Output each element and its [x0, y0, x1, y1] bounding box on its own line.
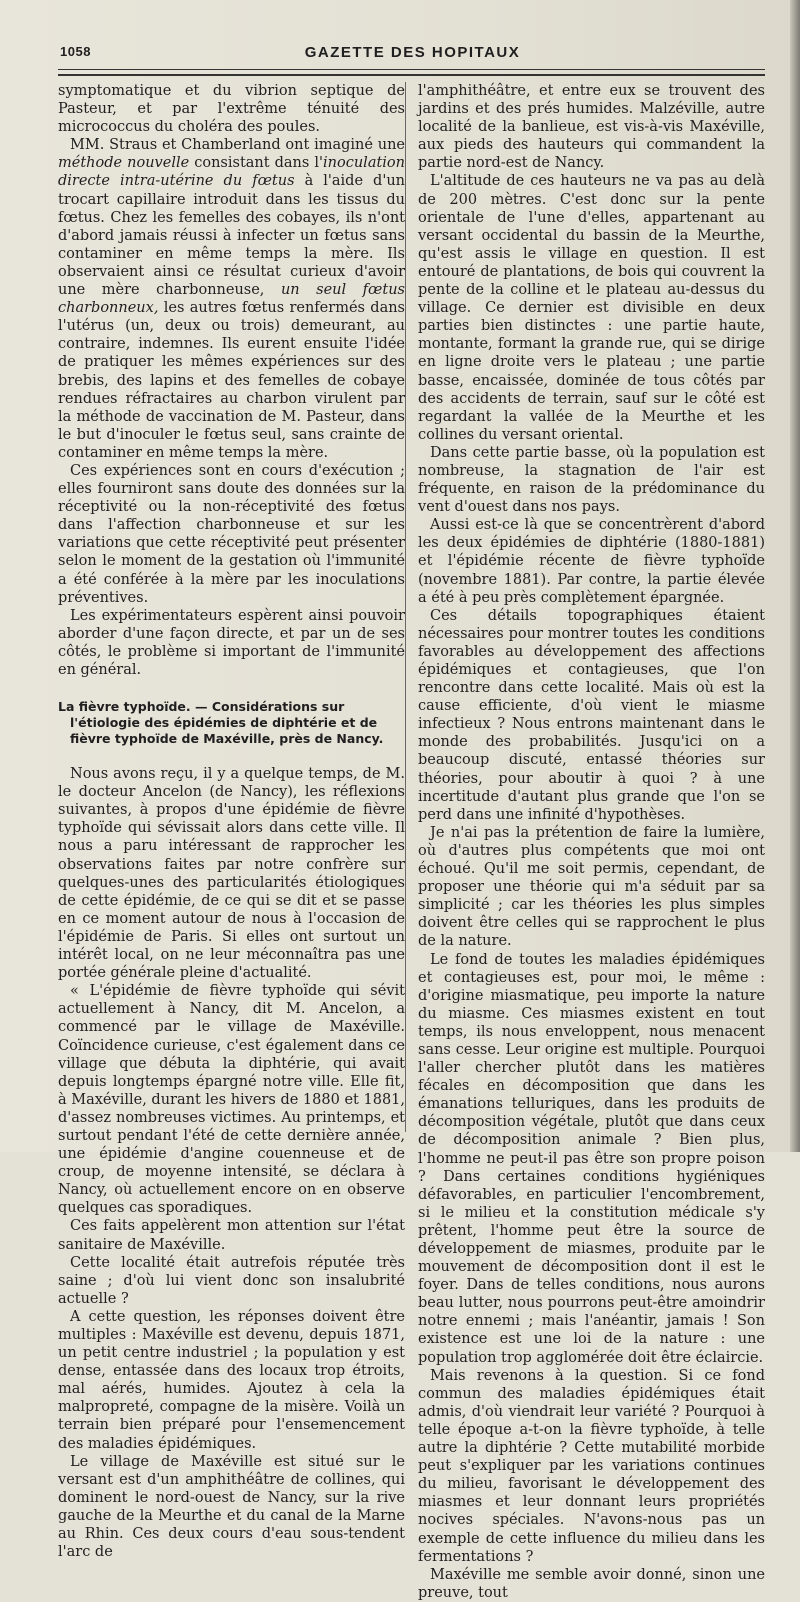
paragraph: Ces détails topographiques étaient nécessaires pour montrer toutes les conditions favorables au développement des affections épidémiques et contagieuses, que l'on rencontre dans cette localité. Mais où est la cause efficiente, d'où vient le miasme infectieux ? Nous entrons maintenant dans le monde des probabilités. Jusqu'ici on a beaucoup discuté, entassé théories sur théories, pour aboutir à quoi ? à une incertitude d'autant plus grande que l'on se perd dans une infinité d'hypothèses.	[418, 607, 765, 823]
page-number: 1058	[60, 44, 91, 59]
paragraph: Le fond de toutes les maladies épidémiques et contagieuses est, pour moi, le même : d'origine miasmatique, peu importe la nature du miasme. Ces miasmes existent en tout temps, ils nous enveloppent, nous menacent sans cesse. Leur origine est multiple. Pourquoi l'aller chercher plutôt dans les matières fécales en décomposition que dans les émanations telluriques, dans les produits de décomposition végétale, plutôt que dans ceux de décomposition animale ? Bien plus, l'homme ne peut-il pas être son propre poison ? Dans certaines conditions hygiéniques défavorables, en particulier l'encombrement, si le milieu et la constitution médicale s'y prêtent, l'homme peut être la source de développement de miasmes, produite par le mouvement de décomposition dont il est le foyer. Dans de telles conditions, nous aurons beau lutter, nous pourrons peut-être amoindrir notre ennemi ; mais l'anéantir, jamais ! Son existence est une loi de la nature : une population trop agglomérée doit être éclaircie.	[418, 951, 765, 1366]
paragraph: Je n'ai pas la prétention de faire la lumière, où d'autres plus compétents que moi ont échoué. Qu'il me soit permis, cependant, de proposer une théorie qui m'a séduit par sa simplicité ; car les théories les plus simples doivent être celles qui se rapprochent le plus de la nature.	[418, 824, 765, 950]
paragraph: Le village de Maxéville est situé sur le versant est d'un amphithéâtre de collines, qui dominent le nord-ouest de Nancy, sur la rive gauche de la Meurthe et du canal de la Marne au Rhin. Ces deux cours d'eau sous-tendent l'arc de	[58, 1453, 405, 1561]
paragraph: « L'épidémie de fièvre typhoïde qui sévit actuellement à Nancy, dit M. Ancelon, a commencé par le village de Maxéville. Coïncidence curieuse, c'est également dans ce village que débuta la diphtérie, qui avait depuis longtemps épargné notre ville. Elle fit, à Maxéville, durant les hivers de 1880 et 1881, d'assez nombreuses victimes. Au printemps, et surtout pendant l'été de cette dernière année, une épidémie d'angine couenneuse et de croup, de moyenne intensité, se déclara à Nancy, où actuellement encore on en observe quelques cas sporadiques.	[58, 983, 405, 1217]
page-header	[60, 44, 765, 66]
paragraph: Maxéville me semble avoir donné, sinon une preuve, tout	[418, 1566, 765, 1601]
paragraph: Ces expériences sont en cours d'exécution ; elles fourniront sans doute des données sur la réceptivité ou la non-réceptivité des fœtus dans l'affection charbonneuse et sur les variations que cette réceptivité peut présenter selon le moment de la gestation où l'immunité a été conférée à la mère par les inoculations préventives.	[58, 462, 405, 606]
page-edge-shadow	[790, 0, 800, 1152]
paragraph: Aussi est-ce là que se concentrèrent d'abord les deux épidémies de diphtérie (1880-1881) et l'épidémie récente de fièvre typhoïde (novembre 1881). Par contre, la partie élevée a été à peu près complètement épargnée.	[418, 517, 765, 606]
paragraph: A cette question, les réponses doivent être multiples : Maxéville est devenu, depuis 1871, un petit centre industriel ; la population y est dense, entassée dans des locaux trop étroits, mal aérés, humides. Ajoutez à cela la malpropreté, compagne de la misère. Voilà un terrain bien préparé pour l'ensemencement des maladies épidémiques.	[58, 1308, 405, 1452]
header-rule-thin	[58, 69, 765, 70]
journal-title: GAZETTE DES HOPITAUX	[304, 44, 521, 61]
paragraph: Nous avons reçu, il y a quelque temps, de M. le docteur Ancelon (de Nancy), les réflexions suivantes, à propos d'une épidémie de fièvre typhoïde qui sévissait alors dans cette ville. Il nous a paru intéressant de rapprocher les observations faites par notre confrère sur quelques-unes des particularités étiologiques de cette épidémie, de ce qui se dit et se passe en ce moment autour de nous à l'occasion de l'épidémie de Paris. Si elles ont surtout un intérêt local, on ne leur méconnaîtra pas une portée générale pleine d'actualité.	[58, 766, 405, 982]
paragraph: l'amphithéâtre, et entre eux se trouvent des jardins et des prés humides. Malzéville, autre localité de la banlieue, est vis-à-vis Maxéville, aux pieds des hauteurs qui commandent la partie nord-est de Nancy.	[418, 83, 765, 172]
paragraph: Mais revenons à la question. Si ce fond commun des maladies épidémiques était admis, d'où viendrait leur variété ? Pourquoi à telle époque a-t-on la fièvre typhoïde, à telle autre la diphtérie ? Cette mutabilité morbide peut s'expliquer par les variations continues du milieu, favorisant le développement des miasmes et leur donnant leurs propriétés nocives spéciales. N'avons-nous pas un exemple de cette influence du milieu dans les fermentations ?	[418, 1367, 765, 1565]
article-subtitle: La fièvre typhoïde. — Considérations sur l'étiologie des épidémies de diphtérie et de fièvre typhoïde de Maxéville, près de Nancy.	[58, 699, 384, 747]
right-column	[418, 82, 765, 1602]
paragraph: Les expérimentateurs espèrent ainsi pouvoir aborder d'une façon directe, et par un de ses côtés, le problème si important de l'immunité en général.	[58, 607, 405, 678]
paragraph: Cette localité était autrefois réputée très saine ; d'où lui vient donc son insalubrité actuelle ?	[58, 1254, 405, 1307]
column-divider	[405, 82, 406, 1132]
paragraph: L'altitude de ces hauteurs ne va pas au delà de 200 mètres. C'est donc sur la pente orientale de l'une d'elles, appartenant au versant occidental du bassin de la Meurthe, qu'est assis le village en question. Il est entouré de plantations, de bois qui couvrent la pente de la colline et le plateau au-dessus du village. Ce dernier est divisible en deux parties bien distinctes : une partie haute, montante, formant la grande rue, qui se dirige en ligne droite vers le plateau ; une partie basse, encaissée, dominée de tous côtés par des accidents de terrain, sauf sur le côté est regardant la vallée de la Meurthe et les collines du versant oriental.	[418, 173, 765, 443]
paragraph: Dans cette partie basse, où la population est nombreuse, la stagnation de l'air est fréquente, en raison de la prédominance du vent d'ouest dans nos pays.	[418, 444, 765, 516]
paragraph: MM. Straus et Chamberland ont imaginé une méthode nouvelle consistant dans l'inoculation directe intra-utérine du fœtus à l'aide d'un trocart capillaire introduit dans les tissus du fœtus. Chez les femelles des cobayes, ils n'ont d'abord jamais réussi à infecter un fœtus sans contaminer en même temps la mère. Ils observaient ainsi ce résultat curieux d'avoir une mère charbonneuse, un seul fœtus charbonneux, les autres fœtus renfermés dans l'utérus (un, deux ou trois) demeurant, au contraire, indemnes. Ils eurent ensuite l'idée de pratiquer les mêmes expériences sur des brebis, des lapins et des femelles de cobaye rendues réfractaires au charbon virulent par la méthode de vaccination de M. Pasteur, dans le but d'inoculer le fœtus seul, sans crainte de contaminer en même temps la mère.	[58, 137, 406, 461]
paragraph: symptomatique et du vibrion septique de Pasteur, et par l'extrême ténuité des micrococcus du choléra des poules.	[58, 83, 405, 136]
header-rule-thick	[58, 74, 765, 76]
left-column	[58, 82, 405, 1561]
paragraph: Ces faits appelèrent mon attention sur l'état sanitaire de Maxéville.	[58, 1218, 405, 1253]
